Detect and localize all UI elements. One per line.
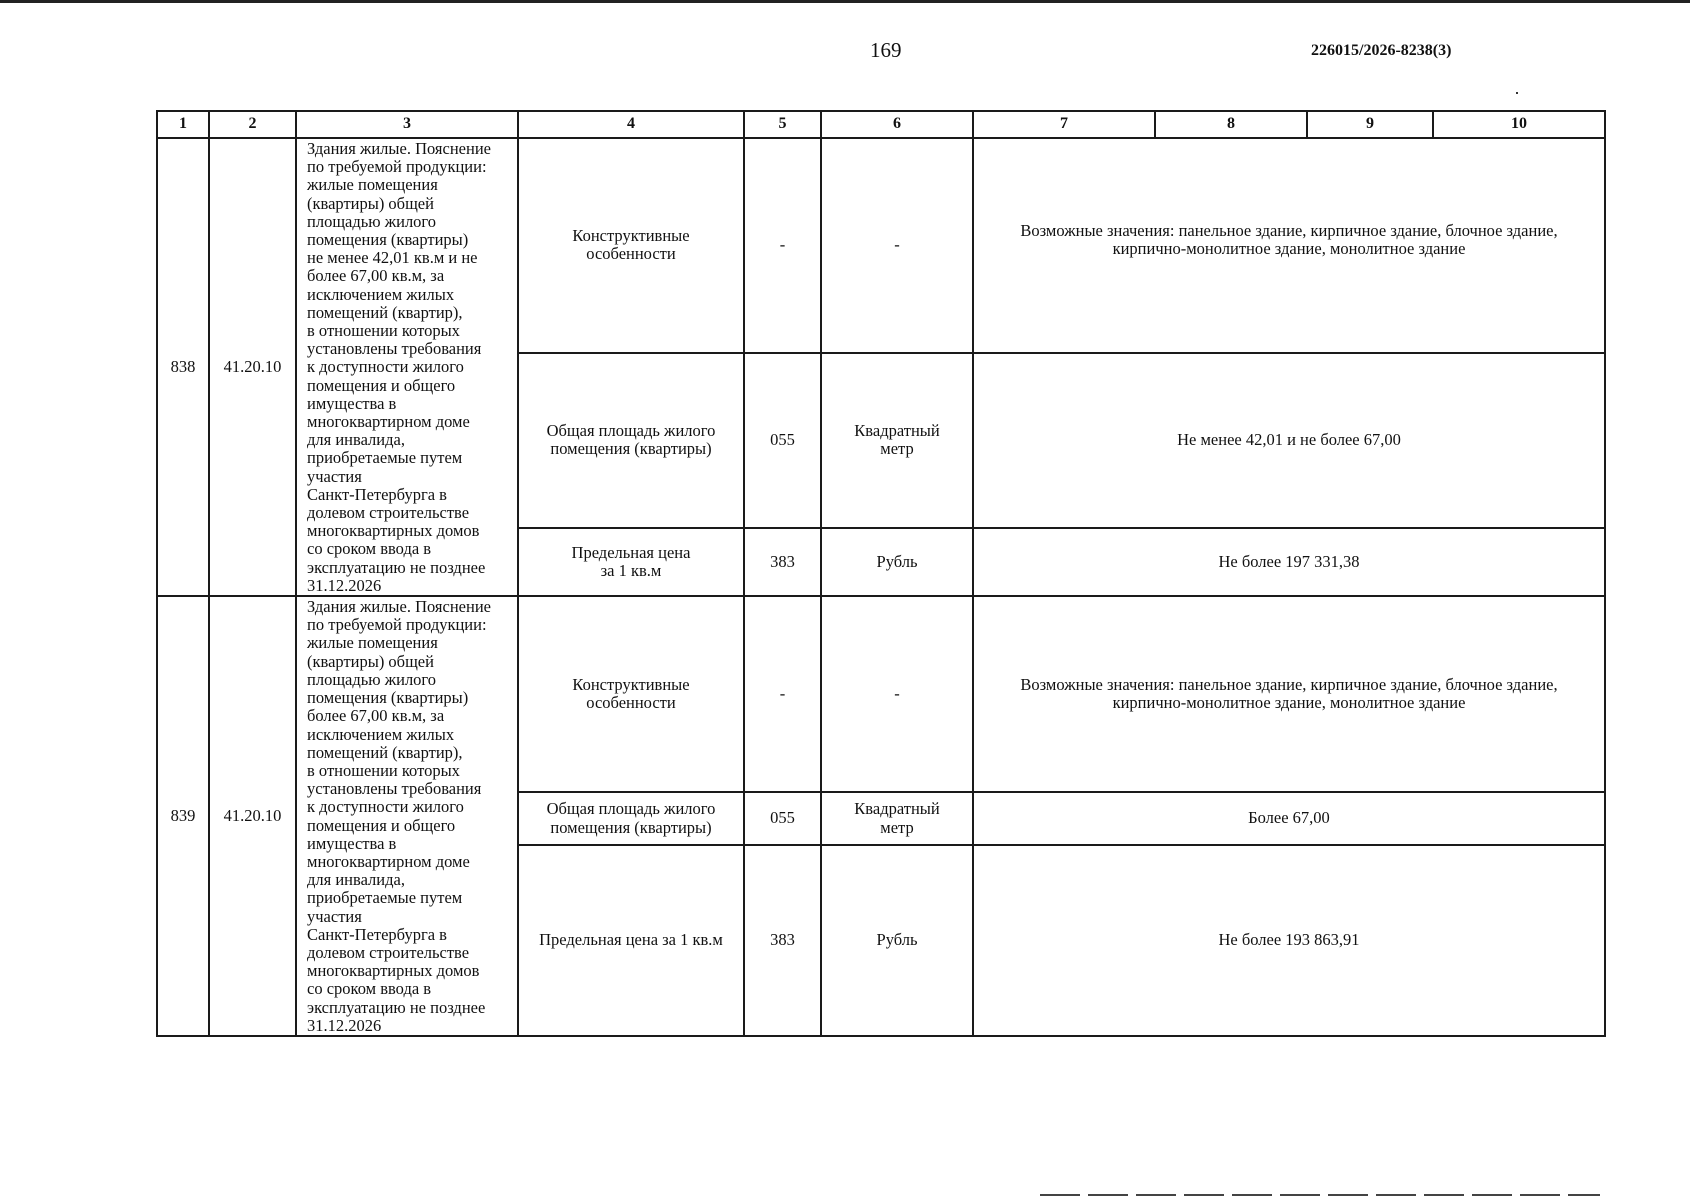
table-header-row xyxy=(157,111,1605,138)
okei-code: 383 xyxy=(744,845,821,1036)
characteristic-value: Не более 197 331,38 xyxy=(973,528,1605,596)
unit-name: - xyxy=(821,596,973,792)
characteristic-name: Конструктивные особенности xyxy=(518,596,744,792)
row-number: 839 xyxy=(157,596,209,1036)
unit-name: Рубль xyxy=(821,528,973,596)
unit-name: Рубль xyxy=(821,845,973,1036)
unit-name: Квадратный метр xyxy=(821,792,973,844)
row-number: 838 xyxy=(157,138,209,596)
column-header-3: 3 xyxy=(296,111,518,138)
characteristic-value: Более 67,00 xyxy=(973,792,1605,844)
characteristic-name: Предельная цена за 1 кв.м xyxy=(518,845,744,1036)
characteristic-name: Конструктивные особенности xyxy=(518,138,744,353)
characteristic-value: Возможные значения: панельное здание, кирпичное здание, блочное здание, кирпично-монолитное здание, монолитное здание xyxy=(973,596,1605,792)
column-header-1: 1 xyxy=(157,111,209,138)
column-header-2: 2 xyxy=(209,111,296,138)
product-description: Здания жилые. Пояснение по требуемой продукции: жилые помещения (квартиры) общей площадью жилого помещения (квартиры) не менее 42,01 кв.м и не более 67,00 кв.м, за исключением жилых помещений (квартир), в отношении которых установлены требования к доступности жилого помещения и общего имущества в многоквартирном доме для инвалида, приобретаемые путем участия Санкт-Петербурга в долевом строительстве многоквартирных домов со сроком ввода в эксплуатацию не позднее 31.12.2026 xyxy=(296,138,518,596)
okei-code: 055 xyxy=(744,792,821,844)
table-row xyxy=(157,138,1605,353)
column-header-10: 10 xyxy=(1433,111,1605,138)
characteristic-name: Предельная цена за 1 кв.м xyxy=(518,528,744,596)
scan-dot xyxy=(1516,92,1518,94)
characteristic-value: Возможные значения: панельное здание, кирпичное здание, блочное здание, кирпично-монолитное здание, монолитное здание xyxy=(973,138,1605,353)
okei-code: - xyxy=(744,138,821,353)
characteristic-value: Не менее 42,01 и не более 67,00 xyxy=(973,353,1605,528)
product-description: Здания жилые. Пояснение по требуемой продукции: жилые помещения (квартиры) общей площадью жилого помещения (квартиры) более 67,00 кв.м, за исключением жилых помещений (квартир), в отношении которых установлены требования к доступности жилого помещения и общего имущества в многоквартирном доме для инвалида, приобретаемые путем участия Санкт-Петербурга в долевом строительстве многоквартирных домов со сроком ввода в эксплуатацию не позднее 31.12.2026 xyxy=(296,596,518,1036)
okei-code: 055 xyxy=(744,353,821,528)
okei-code: - xyxy=(744,596,821,792)
okpd-code: 41.20.10 xyxy=(209,596,296,1036)
scan-bottom-marks xyxy=(1040,1194,1600,1196)
column-header-8: 8 xyxy=(1155,111,1307,138)
okei-code: 383 xyxy=(744,528,821,596)
characteristic-name: Общая площадь жилого помещения (квартиры) xyxy=(518,792,744,844)
column-header-5: 5 xyxy=(744,111,821,138)
column-header-6: 6 xyxy=(821,111,973,138)
unit-name: - xyxy=(821,138,973,353)
column-header-4: 4 xyxy=(518,111,744,138)
characteristic-value: Не более 193 863,91 xyxy=(973,845,1605,1036)
characteristic-name: Общая площадь жилого помещения (квартиры) xyxy=(518,353,744,528)
okpd-code: 41.20.10 xyxy=(209,138,296,596)
table-row xyxy=(157,596,1605,792)
column-header-7: 7 xyxy=(973,111,1155,138)
page-number: 169 xyxy=(870,38,902,62)
specification-table xyxy=(156,110,1606,1037)
column-header-9: 9 xyxy=(1307,111,1433,138)
document-id: 226015/2026-8238(3) xyxy=(1311,42,1452,59)
page-top-border xyxy=(0,0,1690,3)
unit-name: Квадратный метр xyxy=(821,353,973,528)
